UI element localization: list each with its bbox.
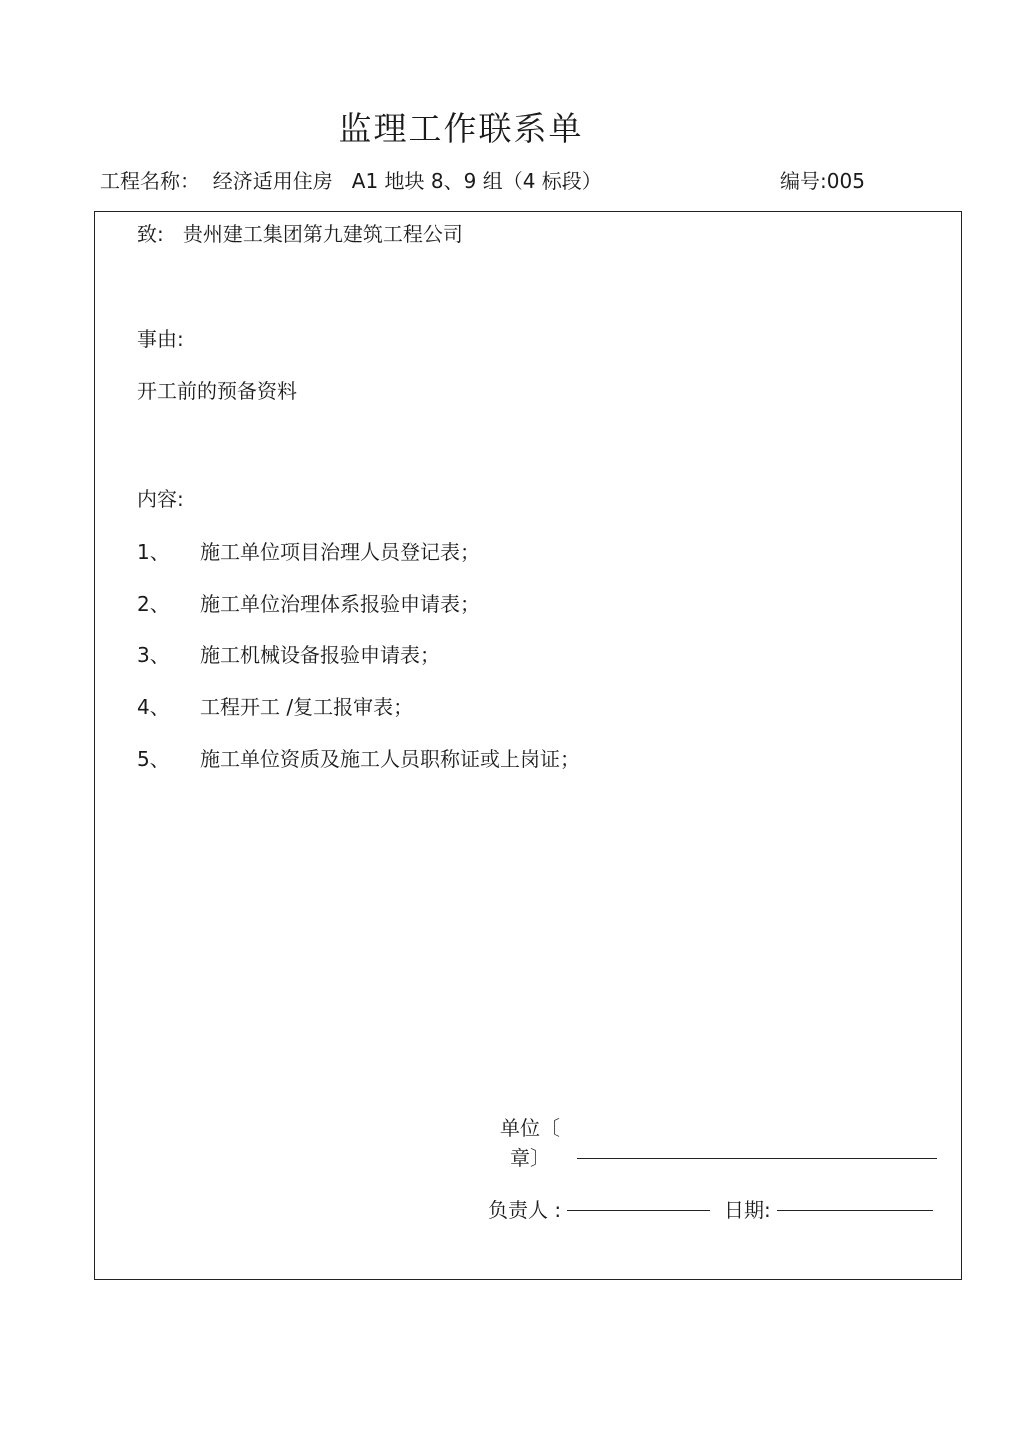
responsible-line [567,1210,710,1211]
list-item-text: 施工机械设备报验申请表； [200,643,440,667]
date-line [777,1210,933,1211]
unit-seal-label: 单位〔 [500,1116,560,1140]
list-item-text: 工程开工 /复工报审表； [200,695,414,719]
list-item-number: 4、 [137,695,170,719]
reason-text: 开工前的预备资料 [137,379,297,403]
reason-label: 事由: [137,327,184,351]
list-item-text: 施工单位项目治理人员登记表； [200,540,480,564]
project-name-line [100,165,602,194]
content-label: 内容: [137,487,184,511]
list-item-number: 5、 [137,747,170,771]
unit-seal-label-cont: 章〕 [510,1146,550,1170]
unit-seal-line [577,1158,937,1159]
list-item-number: 2、 [137,592,170,616]
page-title: 监理工作联系单 [338,109,584,148]
number-value: 005 [826,169,865,193]
list-item-text: 施工单位资质及施工人员职称证或上岗证； [200,747,580,771]
project-name: 经济适用住房 A1 地块 8、9 组（4 标段） [212,169,602,193]
date-label: 日期: [724,1198,771,1222]
recipient-line [137,218,463,247]
recipient: 贵州建工集团第九建筑工程公司 [182,222,463,246]
list-item-number: 3、 [137,643,170,667]
number-label: 编号: [780,169,827,193]
responsible-label: 负责人 : [488,1198,562,1222]
list-item-number: 1、 [137,540,170,564]
list-item-text: 施工单位治理体系报验申请表； [200,592,480,616]
document-number [780,165,865,194]
to-label: 致: [137,222,164,246]
project-label: 工程名称： [100,169,200,193]
